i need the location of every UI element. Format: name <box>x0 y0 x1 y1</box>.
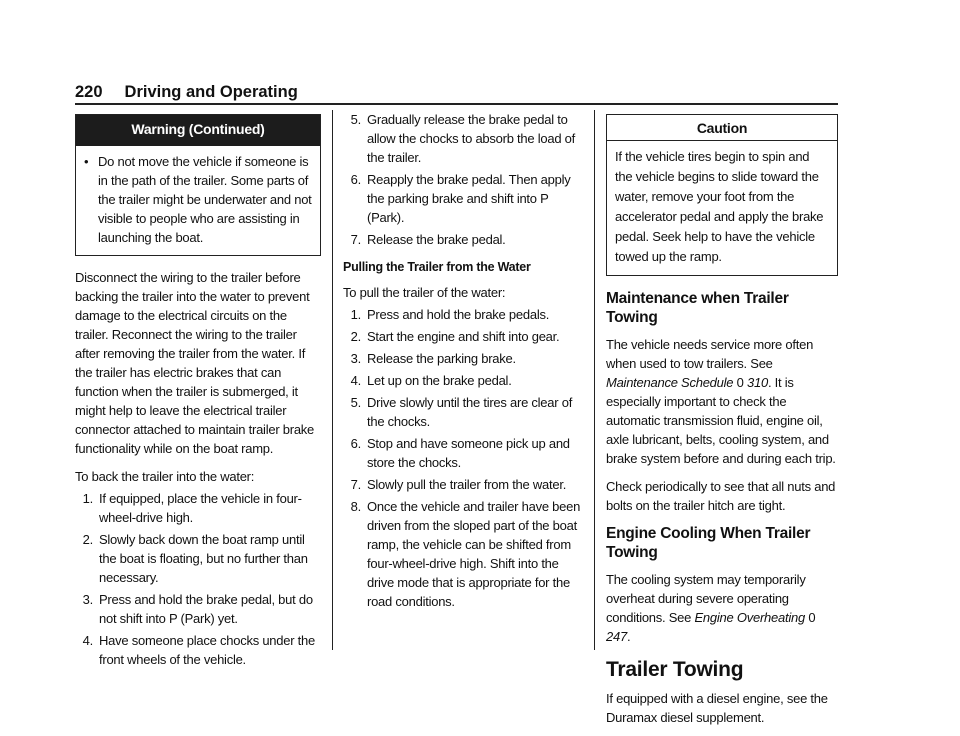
list-item: 5. Gradually release the brake pedal to allow the chocks to absorb the load of the trailer. <box>350 112 576 165</box>
warning-box <box>75 114 321 256</box>
warning-bullet-text: Do not move the vehicle if someone is in the path of the trailer. Some parts of the trailer might be underwater and not visible to people who are assisting in launching the boat. <box>98 154 312 245</box>
pulling-subheading: Pulling the Trailer from the Water <box>343 260 531 274</box>
list-item: 2. Start the engine and shift into gear. <box>350 329 560 344</box>
page-ref[interactable]: 310 <box>747 375 768 390</box>
column-right <box>606 114 838 736</box>
page-ref[interactable]: 247 <box>606 629 627 644</box>
list-item: 4. Let up on the brake pedal. <box>350 373 512 388</box>
page-ref-arrow-icon: 0 <box>736 375 744 390</box>
engine-overheating-link[interactable]: Engine Overheating <box>694 610 805 625</box>
page-header <box>75 83 298 102</box>
back-steps <box>75 489 321 669</box>
page-number: 220 <box>75 83 103 101</box>
wiring-paragraph: Disconnect the wiring to the trailer before backing the trailer into the water to prevent damage to the electrical circuits on the trailer. Reconnect the wiring to the trailer after removing the trailer from the water. If the trailer has electric brakes that can function when the trailer is submerged, it might help to leave the electrical trailer connector attached to maintain trailer brake functionality while on the boat ramp. <box>75 270 315 456</box>
list-item: 2. Slowly back down the boat ramp until the boat is floating, but no further than necessary. <box>82 532 308 585</box>
header-rule <box>75 103 838 105</box>
towing-paragraph: If equipped with a diesel engine, see the Duramax diesel supplement. <box>606 691 828 725</box>
maintenance-paragraph: The vehicle needs service more often when used to tow trailers. See Maintenance Schedule 0 310. It is especially important to check the automatic transmission fluid, engine oil, axle lubricant, belts, cooling system, and brake system before and during each trip. <box>606 337 836 466</box>
warning-title: Warning (Continued) <box>76 115 320 146</box>
back-steps-continued <box>343 110 583 249</box>
column-divider-1 <box>332 110 333 650</box>
list-item: 1. If equipped, place the vehicle in four-wheel-drive high. <box>82 491 302 525</box>
section-title: Driving and Operating <box>124 83 298 101</box>
list-item: 7. Slowly pull the trailer from the water. <box>350 477 567 492</box>
hitch-paragraph: Check periodically to see that all nuts and bolts on the trailer hitch are tight. <box>606 479 836 513</box>
column-left <box>75 114 321 678</box>
list-item: 5. Drive slowly until the tires are clear of the chocks. <box>350 395 573 429</box>
caution-text: If the vehicle tires begin to spin and the vehicle begins to slide toward the water, remove your foot from the accelerator pedal and apply the brake pedal. Seek help to have the vehicle towed up the ramp. <box>615 149 824 264</box>
column-divider-2 <box>594 110 595 650</box>
list-item: 3. Press and hold the brake pedal, but do not shift into P (Park) yet. <box>82 592 313 626</box>
pull-steps <box>343 305 583 611</box>
trailer-towing-heading: Trailer Towing <box>606 658 744 681</box>
cooling-heading: Engine Cooling When Trailer Towing <box>606 525 811 561</box>
list-item: 6. Reapply the brake pedal. Then apply the parking brake and shift into P (Park). <box>350 172 571 225</box>
page-ref-arrow-icon: 0 <box>808 610 816 625</box>
list-item: 7. Release the brake pedal. <box>350 232 506 247</box>
cooling-paragraph: The cooling system may temporarily overheat during severe operating conditions. See Engine Overheating 0 247. <box>606 572 816 644</box>
list-item: 4. Have someone place chocks under the front wheels of the vehicle. <box>82 633 315 667</box>
column-middle <box>343 110 583 620</box>
caution-box <box>606 114 838 276</box>
caution-title: Caution <box>607 115 837 141</box>
pull-intro: To pull the trailer of the water: <box>343 285 506 300</box>
maintenance-heading: Maintenance when Trailer Towing <box>606 290 789 326</box>
warning-bullet <box>84 152 312 247</box>
list-item: 8. Once the vehicle and trailer have been driven from the sloped part of the boat ramp, the vehicle can be shifted from four-wheel-drive high. Shift into the drive mode that is appropriate for the road conditions. <box>350 499 581 609</box>
maintenance-schedule-link[interactable]: Maintenance Schedule <box>606 375 734 390</box>
back-intro: To back the trailer into the water: <box>75 469 255 484</box>
bullet-icon: • <box>84 154 89 169</box>
list-item: 1. Press and hold the brake pedals. <box>350 307 550 322</box>
list-item: 6. Stop and have someone pick up and store the chocks. <box>350 436 570 470</box>
list-item: 3. Release the parking brake. <box>350 351 516 366</box>
